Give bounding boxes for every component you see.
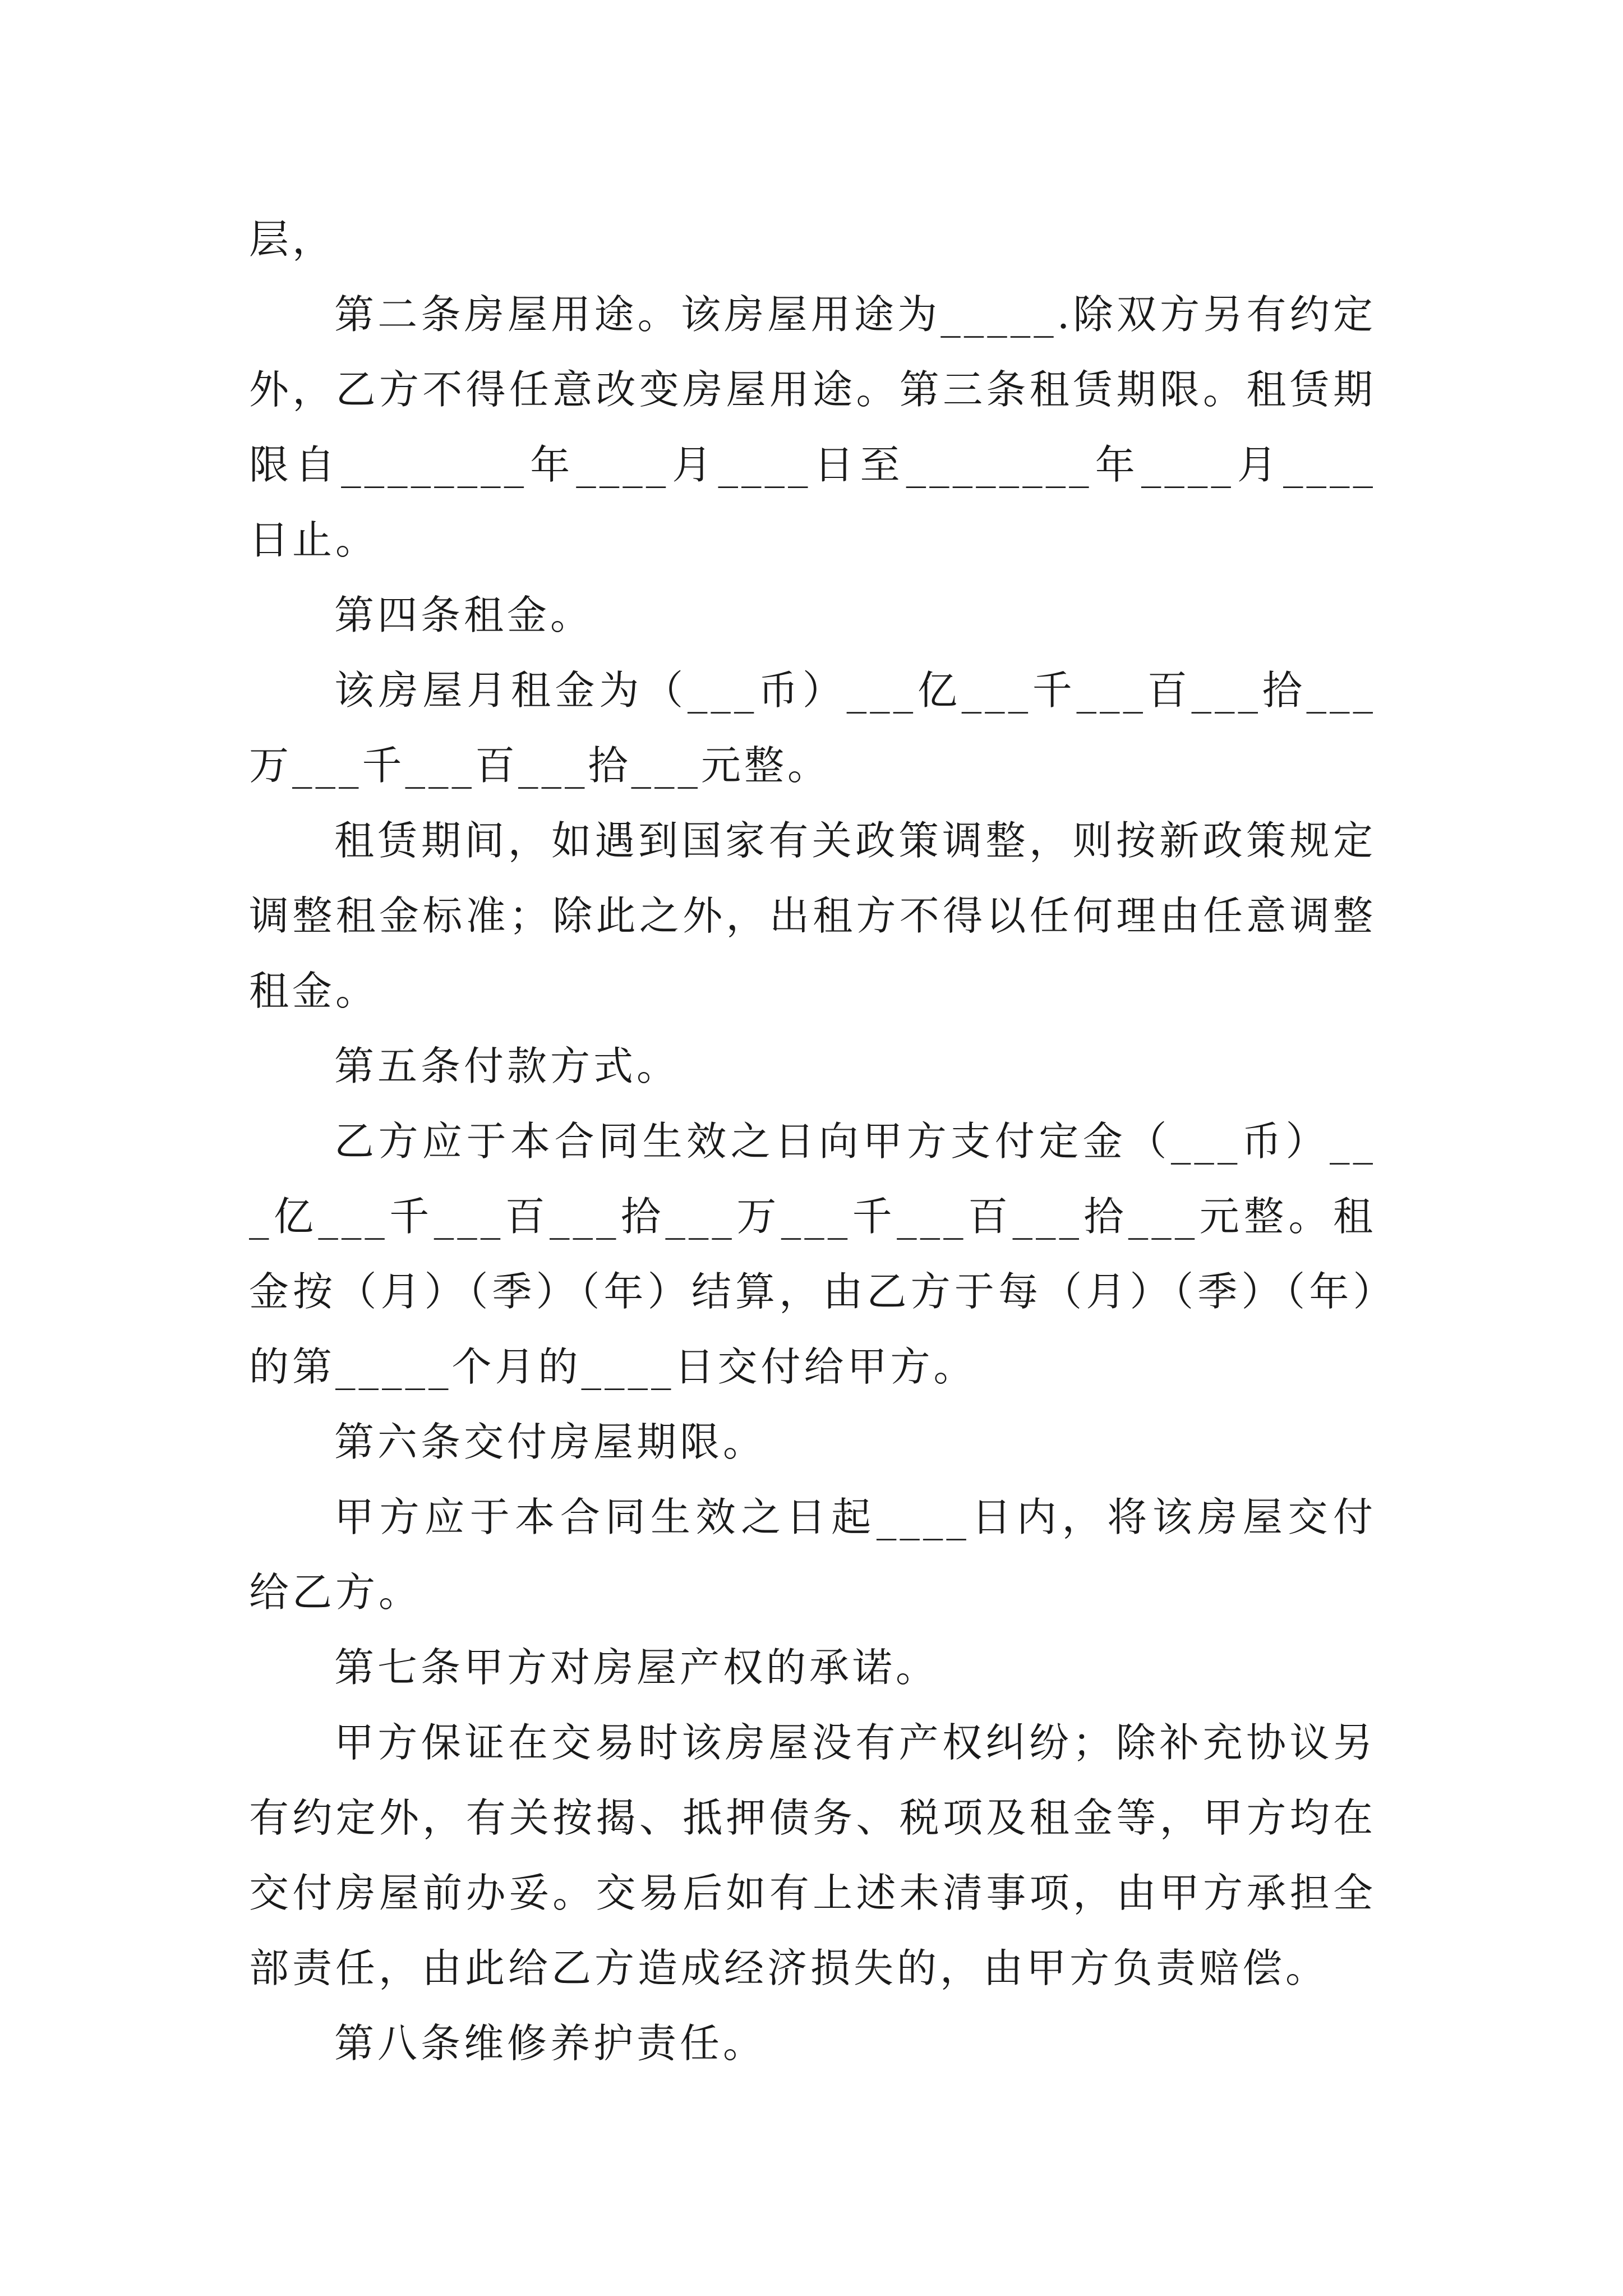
heading-article-7: 第七条甲方对房屋产权的承诺。 [334, 1644, 939, 1691]
paragraph-rent-adjustment: 租赁期间，如遇到国家有关政策调整，则按新政策规定调整租金标准；除此之外，出租方不得以任何理由任意调整租金。 [249, 817, 1376, 1014]
document-body [249, 202, 1376, 2081]
paragraph-property-commitment: 甲方保证在交易时该房屋没有产权纠纷；除补充协议另有约定外，有关按揭、抵押债务、税项及租金等，甲方均在交付房屋前办妥。交易后如有上述未清事项，由甲方承担全部责任，由此给乙方造成经济损失的，由甲方负责赔偿。 [249, 1719, 1376, 1991]
paragraph-delivery-period: 甲方应于本合同生效之日起____日内，将该房屋交付给乙方。 [249, 1494, 1376, 1616]
paragraph-monthly-rent: 该房屋月租金为（___币）___亿___千___百___拾___万___千___百___拾___元整。 [249, 667, 1376, 789]
heading-article-8: 第八条维修养护责任。 [334, 2020, 767, 2067]
heading-article-5: 第五条付款方式。 [334, 1043, 680, 1089]
paragraph-article-2-3: 第二条房屋用途。该房屋用途为_____.除双方另有约定外，乙方不得任意改变房屋用途。第三条租赁期限。租赁期限自________年____月____日至________年____月____日止。 [249, 291, 1376, 563]
heading-article-4: 第四条租金。 [334, 592, 594, 638]
paragraph-payment: 乙方应于本合同生效之日向甲方支付定金（___币）___亿___千___百___拾___万___千___百___拾___元整。租金按（月）（季）（年）结算，由乙方于每（月）（季）（年）的第_____个月的____日交付给甲方。 [249, 1118, 1376, 1390]
heading-article-6: 第六条交付房屋期限。 [334, 1419, 767, 1465]
paragraph-floor-fragment: 层， [249, 216, 336, 263]
